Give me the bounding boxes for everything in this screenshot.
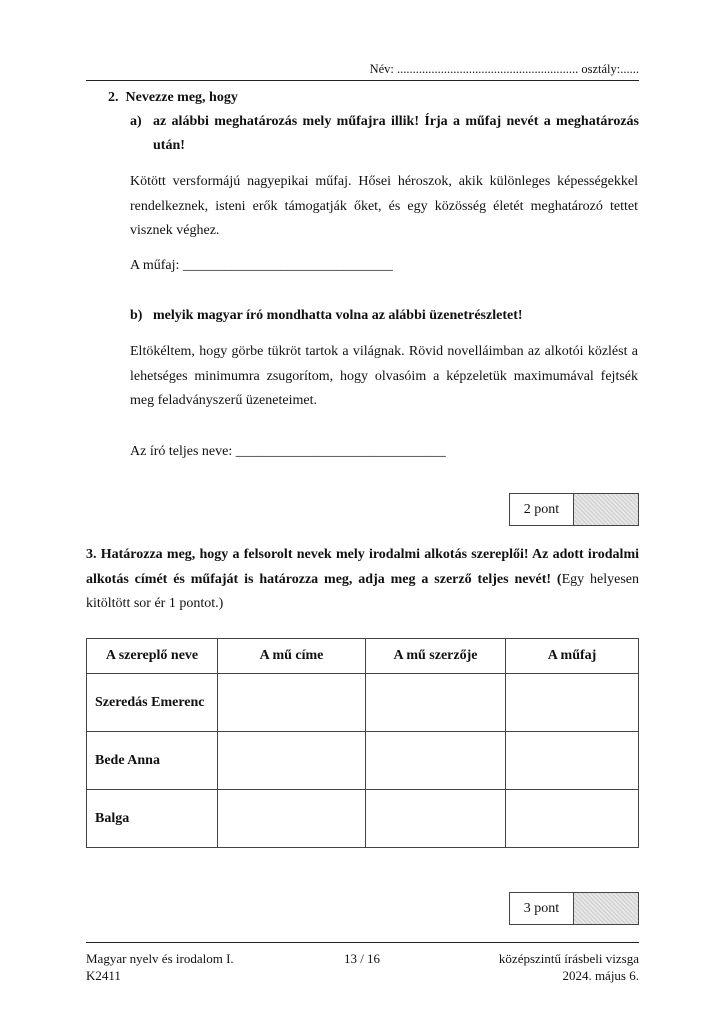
q3-score-grader-cell <box>574 893 638 924</box>
header-divider <box>86 80 639 81</box>
genre-cell[interactable] <box>506 790 639 848</box>
footer-date: 2024. május 6. <box>562 968 639 983</box>
footer-right <box>499 950 639 984</box>
title-cell[interactable] <box>218 790 366 848</box>
author-cell[interactable] <box>366 732 506 790</box>
q3-score-box <box>509 892 639 925</box>
q2a-instruction-line2: után! <box>153 138 185 153</box>
q2b-answer-field[interactable]: Az író teljes neve: ______________________________ <box>130 444 446 459</box>
q2b-label: b) <box>130 308 143 323</box>
author-cell[interactable] <box>366 674 506 732</box>
q3-answer-table <box>86 638 639 848</box>
col-header-character: A szereplő neve <box>87 639 218 674</box>
footer-divider <box>86 942 639 943</box>
character-name-cell: Szeredás Emerenc <box>87 674 218 732</box>
title-cell[interactable] <box>218 732 366 790</box>
q2-score-label: 2 pont <box>510 494 574 525</box>
q2-heading: 2. Nevezze meg, hogy <box>108 90 238 105</box>
col-header-author: A mű szerzője <box>366 639 506 674</box>
footer-subject: Magyar nyelv és irodalom I. <box>86 951 234 966</box>
q2a-definition: Kötött versformájú nagyepikai műfaj. Hősei héroszok, akik különleges képességekkel rendelkeznek, isteni erők támogatják őket, és egy közösség életét meghatározó tettet visznek véghez. <box>130 174 638 238</box>
q2b-message-excerpt: Eltökéltem, hogy görbe tükröt tartok a világnak. Rövid novelláimban az alkotói közlést a lehetséges minimumra zsugorítom, hogy olvasóim a képzeletük maximumával fejtsék meg feladványszerű üzeneteimet. <box>130 344 638 408</box>
q2-score-box <box>509 493 639 526</box>
q2-score-grader-cell <box>574 494 638 525</box>
q2a-instruction-line1: az alábbi meghatározás mely műfajra illik! Írja a műfaj nevét a meghatározás <box>153 114 639 129</box>
genre-cell[interactable] <box>506 732 639 790</box>
name-class-field: Név: .......................................................... osztály:...... <box>369 62 639 76</box>
q2b-instruction: melyik magyar író mondhatta volna az alábbi üzenetrészletet! <box>153 308 523 323</box>
q3-prompt-note: Egy helyesen kitöltött sor ér 1 pontot.) <box>86 571 639 611</box>
footer-left <box>86 950 234 984</box>
character-name-cell: Bede Anna <box>87 732 218 790</box>
q3-score-label: 3 pont <box>510 893 574 924</box>
table-row <box>87 732 639 790</box>
character-name-cell: Balga <box>87 790 218 848</box>
q2a-answer-field[interactable]: A műfaj: ______________________________ <box>130 258 393 273</box>
q3-prompt-bold: 3. Határozza meg, hogy a felsorolt nevek mely irodalmi alkotás szereplői! Az adott irodalmi alkotás címét és műfaját is határozza meg, adja meg a szerző teljes nevét! ( <box>86 547 639 587</box>
page-number: 13 / 16 <box>343 951 381 966</box>
genre-cell[interactable] <box>506 674 639 732</box>
q3-prompt <box>86 543 639 617</box>
col-header-title: A mű címe <box>218 639 366 674</box>
author-cell[interactable] <box>366 790 506 848</box>
footer-exam-level: középszintű írásbeli vizsga <box>498 951 639 966</box>
table-header-row <box>87 639 639 674</box>
title-cell[interactable] <box>218 674 366 732</box>
col-header-genre: A műfaj <box>506 639 639 674</box>
table-row <box>87 674 639 732</box>
table-row <box>87 790 639 848</box>
q2a-label: a) <box>130 114 142 129</box>
footer-code: K2411 <box>86 968 121 983</box>
